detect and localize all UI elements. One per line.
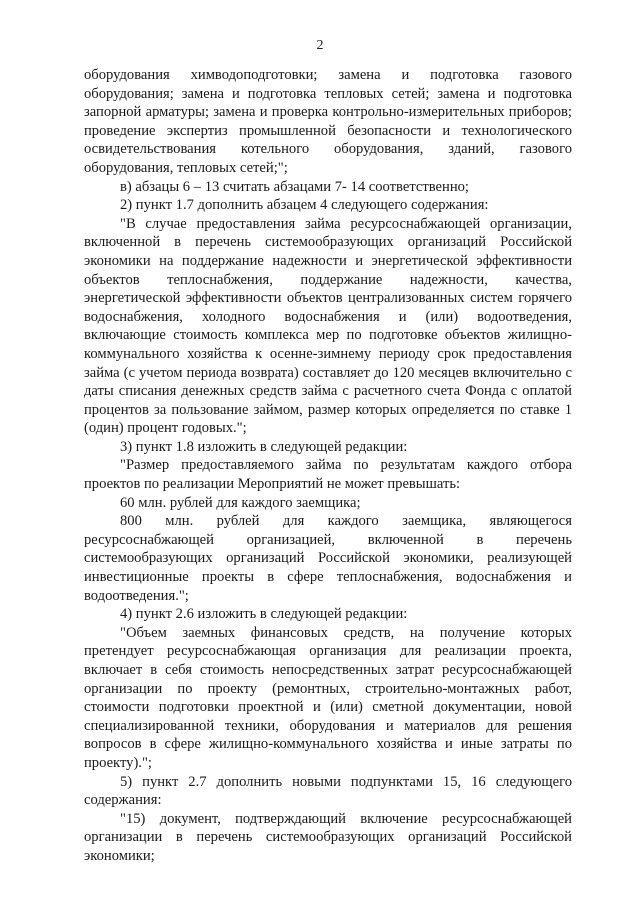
- paragraph: 800 млн. рублей для каждого заемщика, являющегося ресурсоснабжающей организацией, включенной в перечень системообразующих организаций Российской экономики, реализующей инвестиционные проекты в сфере теплоснабжения, водоснабжения и водоотведения.";: [84, 513, 572, 604]
- paragraph: "Объем заемных финансовых средств, на получение которых претендует ресурсоснабжающая организация для реализации проекта, включает в себя стоимость непосредственных затрат ресурсоснабжающей организации по проекту (ремонтных, строительно-монтажных работ, стоимости подготовки проектной и (или) сметной документации, новой специализированной техники, оборудования и материалов для решения вопросов в сфере жилищно-коммунального хозяйства и иные затраты по проекту).";: [84, 624, 572, 771]
- paragraph: оборудования химводоподготовки; замена и подготовка газового оборудования; замена и подготовка тепловых сетей; замена и подготовка запорной арматуры; замена и проверка контрольно-измерительных приборов; проведение экспертиз промышленной безопасности и технологического освидетельствования котельного оборудования, зданий, газового оборудования, тепловых сетей;";: [84, 67, 572, 176]
- paragraph: "В случае предоставления займа ресурсоснабжающей организации, включенной в перечень системообразующих организаций Российской экономики на поддержание надежности и энергетической эффективности объектов теплоснабжения, поддержание надежности, качества, энергетической эффективности объектов централизованных систем горячего водоснабжения, холодного водоснабжения и (или) водоотведения, включающие стоимость комплекса мер по подготовке объектов жилищно-коммунального хозяйства к осенне-зимнему периоду срок предоставления займа (с учетом периода возврата) составляет до 120 месяцев включительно с даты списания денежных средств займа с расчетного счета Фонда с оплатой процентов за пользование займом, размер которых определяется по ставке 1 (один) процент годовых.";: [84, 215, 572, 437]
- paragraph: 3) пункт 1.8 изложить в следующей редакции:: [120, 438, 408, 455]
- paragraph: в) абзацы 6 – 13 считать абзацами 7- 14 соответственно;: [120, 178, 469, 195]
- paragraph: 60 млн. рублей для каждого заемщика;: [120, 494, 361, 511]
- paragraph: 4) пункт 2.6 изложить в следующей редакции:: [120, 606, 408, 623]
- document-body: [84, 66, 572, 866]
- page-number: 2: [316, 38, 324, 53]
- paragraph: "Размер предоставляемого займа по результатам каждого отбора проектов по реализации Мероприятий не может превышать:: [84, 457, 572, 493]
- paragraph: 5) пункт 2.7 дополнить новыми подпунктами 15, 16 следующего содержания:: [84, 773, 572, 809]
- paragraph: "15) документ, подтверждающий включение ресурсоснабжающей организации в перечень системообразующих организаций Российской экономики;: [84, 810, 572, 864]
- paragraph: 2) пункт 1.7 дополнить абзацем 4 следующего содержания:: [120, 197, 489, 214]
